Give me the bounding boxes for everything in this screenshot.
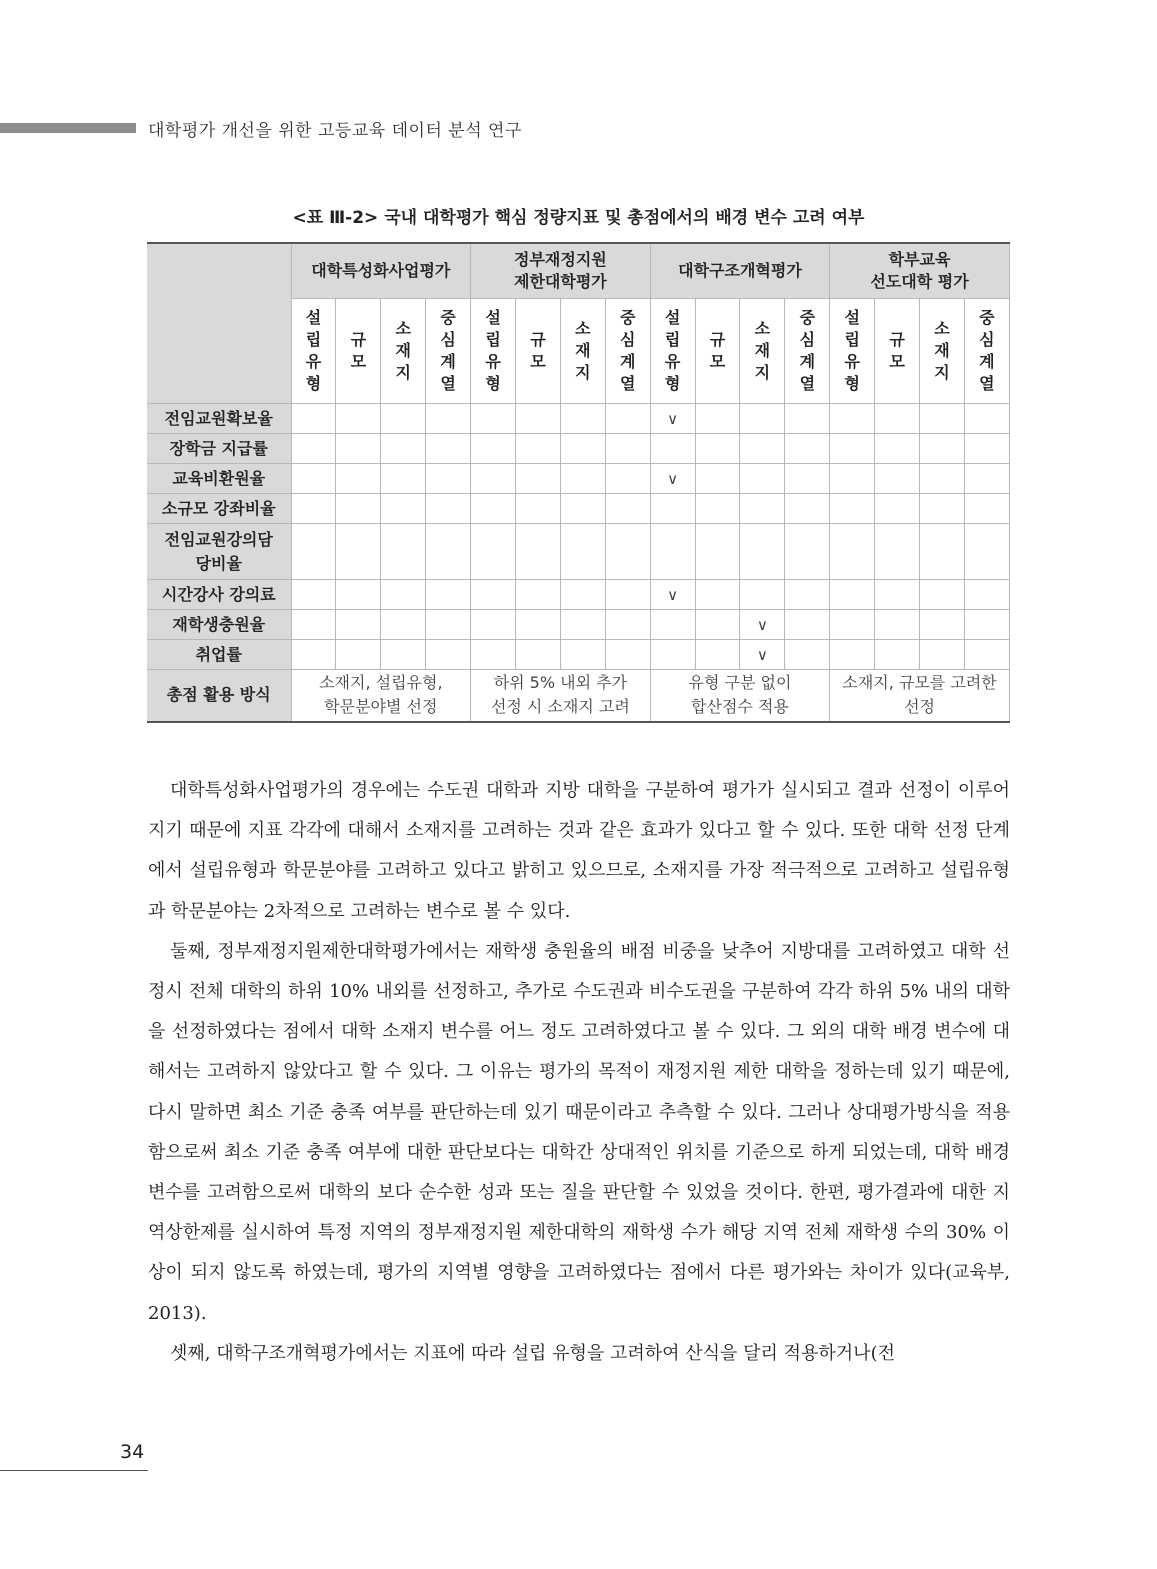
table-cell <box>740 434 785 464</box>
table-cell <box>516 640 561 670</box>
table-cell <box>516 434 561 464</box>
table-cell <box>336 434 381 464</box>
table-cell <box>426 494 471 524</box>
group-header <box>650 243 830 299</box>
table-cell <box>920 524 965 580</box>
method-cell: 소재지, 설립유형, 학문분야별 선정 <box>291 670 471 722</box>
table-cell <box>426 434 471 464</box>
table-cell <box>560 494 605 524</box>
table-row <box>147 494 1009 524</box>
table-cell <box>695 404 740 434</box>
sub-header-label: 중 심 계 열 <box>440 308 456 393</box>
table-row <box>147 464 1009 494</box>
table-cell <box>471 580 516 610</box>
table-cell <box>471 494 516 524</box>
table-cell <box>920 580 965 610</box>
table-cell <box>964 580 1009 610</box>
table-cell <box>336 494 381 524</box>
row-label: 전임교원강의담 당비율 <box>147 524 291 580</box>
table-cell <box>516 494 561 524</box>
table-cell <box>830 434 875 464</box>
table-cell <box>964 524 1009 580</box>
table-cell <box>785 524 830 580</box>
sub-header-label: 설 립 유 형 <box>485 308 501 393</box>
group-header-label: 정부재정지원 제한대학평가 <box>514 250 607 291</box>
table-cell <box>964 434 1009 464</box>
table-cell <box>560 580 605 610</box>
table-cell <box>560 464 605 494</box>
table-cell <box>291 494 336 524</box>
table-cell <box>964 464 1009 494</box>
table-cell <box>291 404 336 434</box>
sub-header <box>650 299 695 404</box>
table-cell: ∨ <box>650 404 695 434</box>
background-variable-table <box>147 242 1010 723</box>
table-cell <box>920 434 965 464</box>
table-cell <box>740 580 785 610</box>
table-cell <box>695 434 740 464</box>
group-header-label: 대학특성화사업평가 <box>311 261 451 280</box>
sub-header-label: 규 모 <box>530 330 546 371</box>
table-cell <box>381 580 426 610</box>
sub-header <box>785 299 830 404</box>
table-cell <box>381 524 426 580</box>
table-cell <box>875 494 920 524</box>
table-cell <box>471 640 516 670</box>
table-cell <box>740 464 785 494</box>
table-cell <box>875 610 920 640</box>
row-label: 전임교원확보율 <box>147 404 291 434</box>
table-cell <box>605 434 650 464</box>
table-cell <box>560 434 605 464</box>
sub-header <box>830 299 875 404</box>
sub-header <box>605 299 650 404</box>
table-cell <box>830 610 875 640</box>
group-header-row <box>147 243 1009 299</box>
table-cell <box>920 610 965 640</box>
table-cell <box>516 464 561 494</box>
table-cell <box>740 524 785 580</box>
table-cell <box>426 610 471 640</box>
table-cell <box>471 610 516 640</box>
table-cell <box>875 524 920 580</box>
group-header-label: 학부교육 선도대학 평가 <box>870 250 969 291</box>
sub-header <box>964 299 1009 404</box>
row-label: 재학생충원율 <box>147 610 291 640</box>
table-cell <box>336 580 381 610</box>
table-row <box>147 524 1009 580</box>
table-cell <box>785 640 830 670</box>
table-cell <box>605 524 650 580</box>
table-cell <box>650 640 695 670</box>
table-cell <box>560 640 605 670</box>
table-cell <box>740 494 785 524</box>
table-cell <box>381 464 426 494</box>
sub-header <box>291 299 336 404</box>
table-cell <box>695 610 740 640</box>
table-cell <box>291 524 336 580</box>
table-cell <box>291 610 336 640</box>
table-cell <box>426 524 471 580</box>
table-cell <box>560 524 605 580</box>
sub-header-label: 소 재 지 <box>934 319 950 382</box>
table-cell <box>291 464 336 494</box>
sub-header <box>695 299 740 404</box>
table-cell <box>381 404 426 434</box>
table-cell: ∨ <box>650 580 695 610</box>
table-cell <box>426 404 471 434</box>
table-cell: ∨ <box>740 640 785 670</box>
sub-header-label: 소 재 지 <box>575 319 591 382</box>
sub-header-label: 설 립 유 형 <box>664 308 681 393</box>
table-cell <box>964 640 1009 670</box>
sub-header-label: 설 립 유 형 <box>844 308 860 393</box>
table-cell <box>875 580 920 610</box>
table-cell <box>830 640 875 670</box>
group-header <box>471 243 651 299</box>
table-cell <box>920 494 965 524</box>
table-cell <box>650 610 695 640</box>
sub-header <box>875 299 920 404</box>
sub-header <box>426 299 471 404</box>
table-cell <box>471 404 516 434</box>
table-cell <box>785 434 830 464</box>
table-cell <box>381 494 426 524</box>
sub-header-label: 중 심 계 열 <box>979 308 995 393</box>
table-cell <box>650 524 695 580</box>
table-cell <box>695 640 740 670</box>
table-cell: ∨ <box>740 610 785 640</box>
row-label: 교육비환원율 <box>147 464 291 494</box>
body-text <box>148 771 1010 1374</box>
table-cell <box>291 640 336 670</box>
sub-header-label: 중 심 계 열 <box>799 308 816 393</box>
table-cell <box>830 524 875 580</box>
table-cell <box>785 610 830 640</box>
table-body <box>147 404 1009 722</box>
table-row <box>147 610 1009 640</box>
table-row <box>147 580 1009 610</box>
table-cell <box>785 464 830 494</box>
table-cell <box>785 580 830 610</box>
row-label: 소규모 강좌비율 <box>147 494 291 524</box>
table-cell <box>875 404 920 434</box>
table-cell: ∨ <box>650 464 695 494</box>
running-header-title: 대학평가 개선을 위한 고등교육 데이터 분석 연구 <box>148 121 522 141</box>
table-cell <box>426 464 471 494</box>
table-cell <box>605 640 650 670</box>
group-header <box>291 243 471 299</box>
sub-header-label: 소 재 지 <box>395 319 411 382</box>
row-label: 취업률 <box>147 640 291 670</box>
table-cell <box>516 580 561 610</box>
table-cell <box>336 640 381 670</box>
table-cell <box>830 404 875 434</box>
table-cell <box>740 404 785 434</box>
table-cell <box>695 524 740 580</box>
method-cell: 소재지, 규모를 고려한 선정 <box>830 670 1010 722</box>
group-header-label: 대학구조개혁평가 <box>678 261 802 280</box>
table-cell <box>695 494 740 524</box>
table-cell <box>830 494 875 524</box>
table-cell <box>785 404 830 434</box>
table-cell <box>695 464 740 494</box>
sub-header-label: 소 재 지 <box>754 319 771 382</box>
table-row <box>147 640 1009 670</box>
table-cell <box>471 464 516 494</box>
table-cell <box>605 464 650 494</box>
row-label: 장학금 지급률 <box>147 434 291 464</box>
table-cell <box>650 494 695 524</box>
table-cell <box>605 580 650 610</box>
table-cell <box>875 464 920 494</box>
table-cell <box>964 610 1009 640</box>
method-cell: 유형 구분 없이 합산점수 적용 <box>650 670 830 722</box>
table-cell <box>426 640 471 670</box>
sub-header-label: 규 모 <box>350 330 367 371</box>
sub-header-label: 설 립 유 형 <box>305 308 322 393</box>
table-cell <box>471 524 516 580</box>
sub-header-label: 중 심 계 열 <box>619 308 636 393</box>
table-caption: <표 Ⅲ-2> 국내 대학평가 핵심 정량지표 및 총점에서의 배경 변수 고려 여부 <box>292 208 865 228</box>
sub-header <box>920 299 965 404</box>
table-cell <box>964 404 1009 434</box>
table-cell <box>516 524 561 580</box>
method-cell: 하위 5% 내외 추가 선정 시 소재지 고려 <box>471 670 651 722</box>
table-cell <box>336 524 381 580</box>
table-row <box>147 404 1009 434</box>
table-cell <box>291 580 336 610</box>
table-corner <box>147 243 291 404</box>
table-cell <box>516 404 561 434</box>
sub-header <box>336 299 381 404</box>
table-cell <box>920 404 965 434</box>
table-cell <box>920 464 965 494</box>
paragraph: 셋째, 대학구조개혁평가에서는 지표에 따라 설립 유형을 고려하여 산식을 달리 적용하거나(전 <box>170 1342 895 1364</box>
table-cell <box>830 464 875 494</box>
table-cell <box>291 434 336 464</box>
paragraph: 대학특성화사업평가의 경우에는 수도권 대학과 지방 대학을 구분하여 평가가 실시되고 결과 선정이 이루어지기 때문에 지표 각각에 대해서 소재지를 고려하는 것과 같은 효과가 있다고 할 수 있다. 또한 대학 선정 단계에서 설립유형과 학문분야를 고려하고 있다고 밝히고 있으므로, 소재지를 가장 적극적으로 고려하고 설립유형과 학문분야는 2차적으로 고려하는 변수로 볼 수 있다. <box>148 780 1010 922</box>
table-cell <box>875 640 920 670</box>
table-cell <box>560 610 605 640</box>
table-cell <box>605 494 650 524</box>
header-bar <box>0 123 136 133</box>
table-cell <box>381 640 426 670</box>
footer-line <box>0 1470 148 1471</box>
paragraph: 둘째, 정부재정지원제한대학평가에서는 재학생 충원율의 배점 비중을 낮추어 지방대를 고려하였고 대학 선정시 전체 대학의 하위 10% 내외를 선정하고, 추가로 수도권과 비수도권을 구분하여 각각 하위 5% 내의 대학을 선정하였다는 점에서 대학 소재지 변수를 어느 정도 고려하였다고 볼 수 있다. 그 외의 대학 배경 변수에 대해서는 고려하지 않았다고 할 수 있다. 그 이유는 평가의 목적이 재정지원 제한 대학을 정하는데 있기 때문에, 다시 말하면 최소 기준 충족 여부를 판단하는데 있기 때문이라고 추측할 수 있다. 그러나 상대평가방식을 적용함으로써 최소 기준 충족 여부에 대한 판단보다는 대학간 상대적인 위치를 기준으로 하게 되었는데, 대학 배경 변수를 고려함으로써 대학의 보다 순수한 성과 또는 질을 판단할 수 있었을 것이다. 한편, 평가결과에 대한 지역상한제를 실시하여 특정 지역의 정부재정지원 제한대학의 재학생 수가 해당 지역 전체 재학생 수의 30% 이상이 되지 않도록 하였는데, 평가의 지역별 영향을 고려하였다는 점에서 다른 평가와는 차이가 있다(교육부, 2013). <box>148 940 1010 1324</box>
table-cell <box>426 580 471 610</box>
table-cell <box>605 404 650 434</box>
sub-header <box>740 299 785 404</box>
table-cell <box>381 610 426 640</box>
table-cell <box>336 404 381 434</box>
table-cell <box>336 464 381 494</box>
table-cell <box>785 494 830 524</box>
sub-header <box>381 299 426 404</box>
table-cell <box>560 404 605 434</box>
sub-header-label: 규 모 <box>889 330 905 371</box>
sub-header <box>471 299 516 404</box>
group-header <box>830 243 1010 299</box>
sub-header-label: 규 모 <box>709 330 726 371</box>
page-number: 34 <box>120 1441 145 1463</box>
table-cell <box>381 434 426 464</box>
table-cell <box>875 434 920 464</box>
table-row <box>147 434 1009 464</box>
method-row-label: 총점 활용 방식 <box>147 670 291 722</box>
table-cell <box>964 494 1009 524</box>
table-cell <box>920 640 965 670</box>
row-label: 시간강사 강의료 <box>147 580 291 610</box>
table-cell <box>695 580 740 610</box>
table-cell <box>471 434 516 464</box>
table-cell <box>830 580 875 610</box>
table-cell <box>605 610 650 640</box>
sub-header <box>516 299 561 404</box>
method-row <box>147 670 1009 722</box>
sub-header <box>560 299 605 404</box>
table-cell <box>650 434 695 464</box>
table-cell <box>516 610 561 640</box>
table-cell <box>336 610 381 640</box>
